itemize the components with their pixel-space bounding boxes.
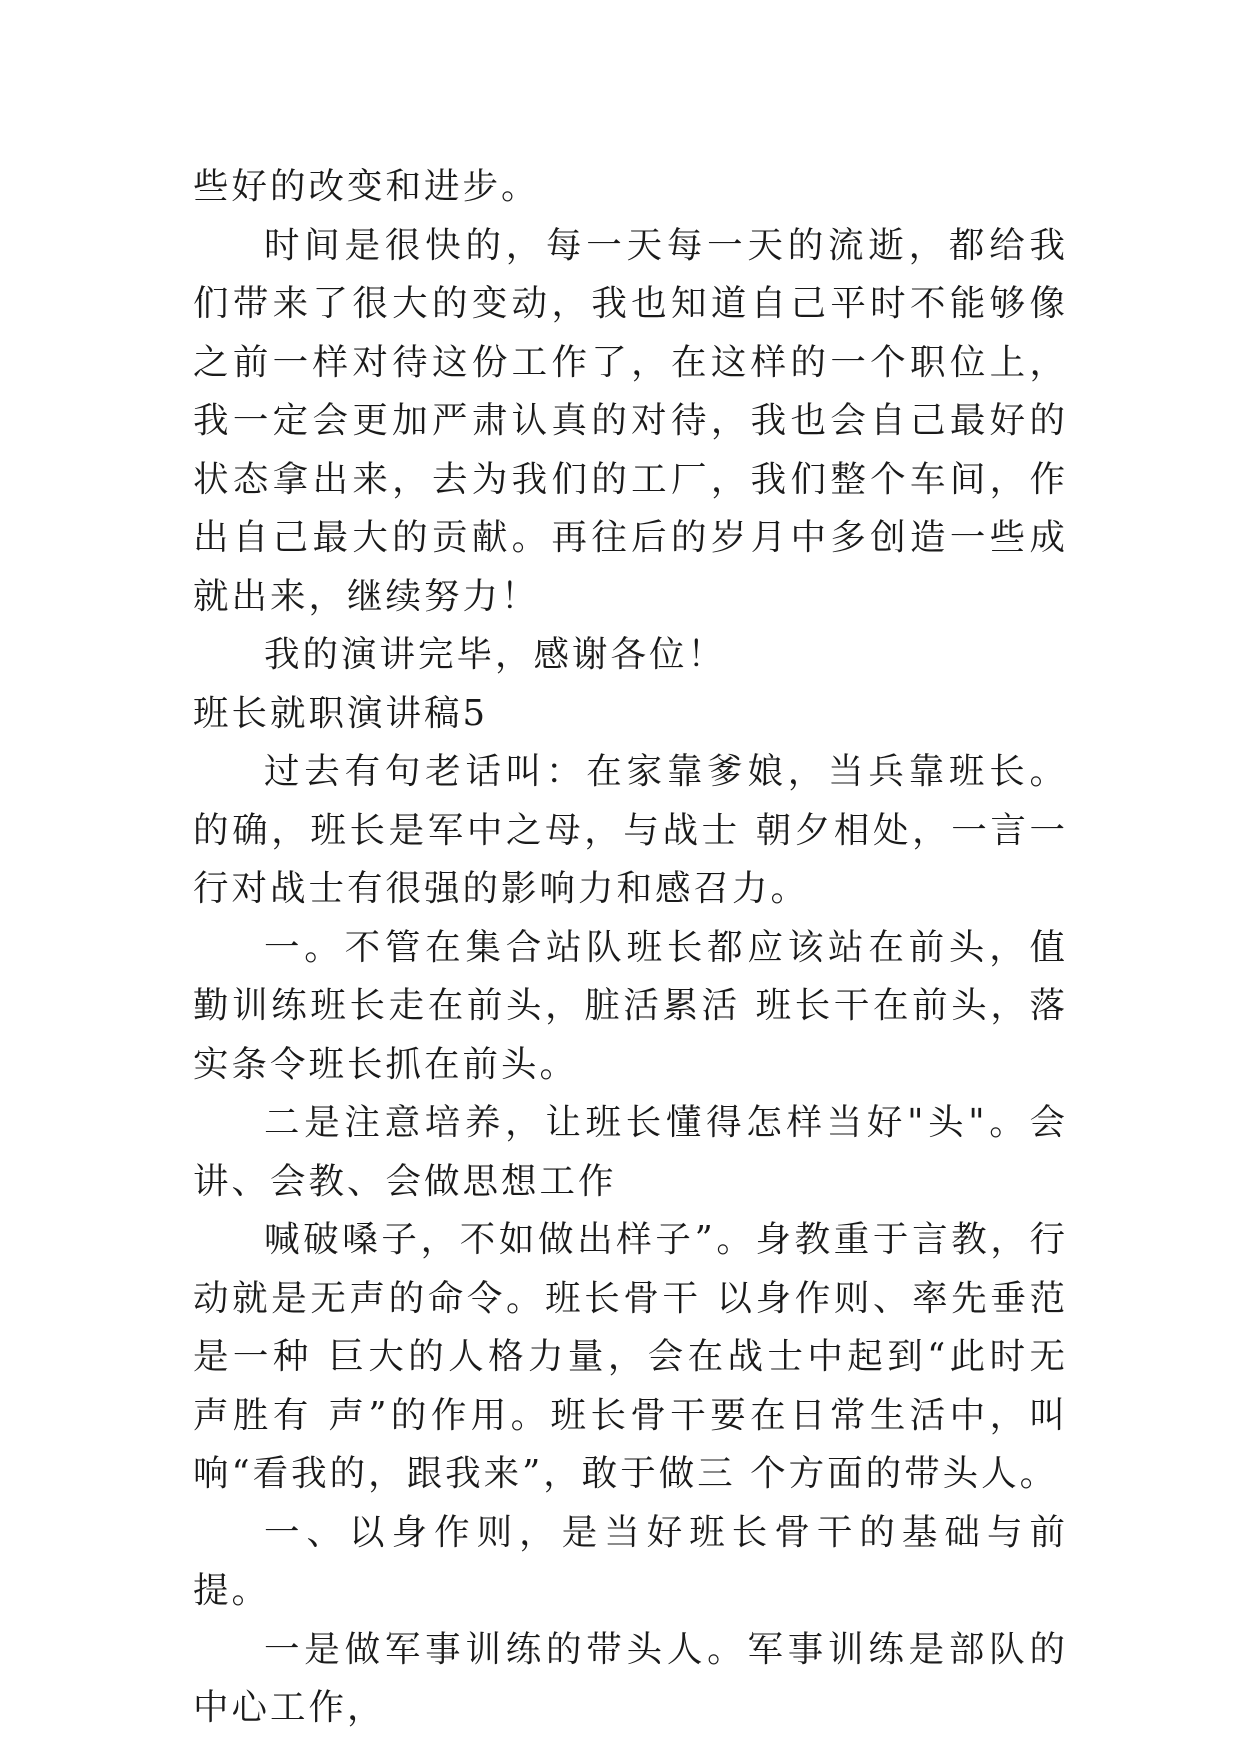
paragraph-7: 喊破嗓子，不如做出样子”。身教重于言教，行动就是无声的命令。班长骨干 以身作则、率先垂范是一种 巨大的人格力量，会在战士中起到“此时无声胜有 声”的作用。班长骨干要在日常生活中，叫响“看我的，跟我来”，敢于做三 个方面的带头人。 [193, 1219, 1068, 1494]
paragraph-1: 些好的改变和进步。 [193, 166, 540, 207]
paragraph-9: 一是做军事训练的带头人。军事训练是部队的中心工作， [193, 1628, 1068, 1728]
paragraph-3: 我的演讲完毕，感谢各位！ [264, 634, 727, 675]
paragraph-6: 二是注意培养，让班长懂得怎样当好"头"。会讲、会教、会做思想工作 [193, 1102, 1068, 1202]
paragraph-4: 过去有句老话叫：在家靠爹娘，当兵靠班长。的确，班长是军中之母，与战士 朝夕相处，一言一行对战士有很强的影响力和感召力。 [193, 751, 1068, 909]
document-body [193, 158, 1068, 1738]
paragraph-2: 时间是很快的，每一天每一天的流逝，都给我们带来了很大的变动，我也知道自己平时不能够像之前一样对待这份工作了，在这样的一个职位上，我一定会更加严肃认真的对待，我也会自己最好的状态拿出来，去为我们的工厂，我们整个车间，作出自己最大的贡献。再往后的岁月中多创造一些成就出来，继续努力！ [193, 224, 1068, 617]
paragraph-5: 一。不管在集合站队班长都应该站在前头，值勤训练班长走在前头，脏活累活 班长干在前头，落实条令班长抓在前头。 [193, 926, 1068, 1085]
paragraph-8: 一、以身作则，是当好班长骨干的基础与前提。 [193, 1511, 1068, 1611]
section-heading: 班长就职演讲稿5 [193, 692, 489, 734]
